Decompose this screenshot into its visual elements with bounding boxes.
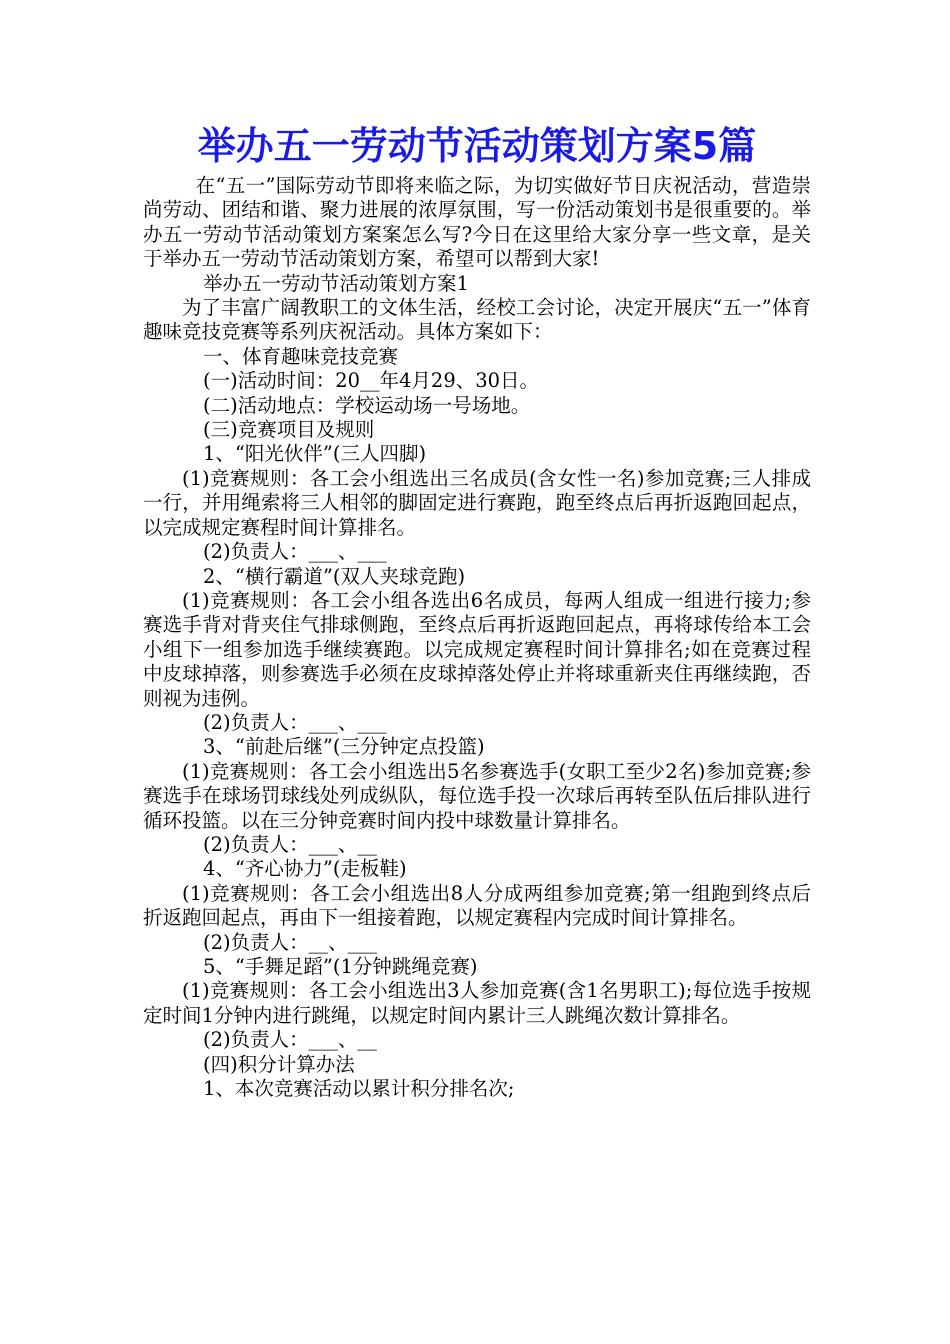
event-1-owner: (2)负责人：___、___ bbox=[203, 540, 387, 564]
event-5-title: 5、“手舞足蹈”(1分钟跳绳竞赛) bbox=[203, 955, 478, 978]
document-page bbox=[143, 118, 811, 1101]
event-3-owner: (2)负责人：___、__ bbox=[203, 832, 377, 856]
event-4-title: 4、“齐心协力”(走板鞋) bbox=[203, 857, 407, 881]
document-title: 举办五一劳动节活动策划方案5篇 bbox=[197, 124, 757, 168]
event-4-owner: (2)负责人：__、___ bbox=[203, 930, 377, 954]
event-3-title: 3、“前赴后继”(三分钟定点投篮) bbox=[203, 735, 485, 759]
event-3-rule: (1)竞赛规则：各工会小组选出5名参赛选手(女职工至少2名)参加竞赛;参赛选手在球场罚球线处列成纵队，每位选手投一次球后再转至队伍后排队进行循环投篮。以在三分钟竞赛时间内投中球数量计算排名。 bbox=[143, 759, 811, 832]
plan-subtitle: 举办五一劳动节活动策划方案1 bbox=[203, 271, 469, 295]
activity-place: (二)活动地点：学校运动场一号场地。 bbox=[203, 393, 531, 417]
event-1-rule: (1)竞赛规则：各工会小组选出三名成员(含女性一名)参加竞赛;三人排成一行，并用绳索将三人相邻的脚固定进行赛跑，跑至终点后再折返跑回起点，以完成规定赛程时间计算排名。 bbox=[143, 466, 811, 539]
event-5-rule: (1)竞赛规则：各工会小组选出3人参加竞赛(含1名男职工);每位选手按规定时间1分钟内进行跳绳，以规定时间内累计三人跳绳次数计算排名。 bbox=[143, 979, 811, 1027]
event-5-owner: (2)负责人：___、__ bbox=[203, 1028, 377, 1052]
events-heading: (三)竞赛项目及规则 bbox=[203, 418, 375, 442]
scoring-rule-1: 1、本次竞赛活动以累计积分排名次; bbox=[203, 1077, 515, 1101]
scoring-heading: (四)积分计算办法 bbox=[203, 1052, 355, 1076]
event-1-title: 1、“阳光伙伴”(三人四脚) bbox=[203, 442, 427, 466]
event-2-owner: (2)负责人：___、___ bbox=[203, 710, 387, 734]
plan-intro-paragraph: 为了丰富广阔教职工的文体生活，经校工会讨论，决定开展庆“五一”体育趣味竞技竞赛等系列庆祝活动。具体方案如下： bbox=[143, 296, 811, 344]
event-2-rule: (1)竞赛规则：各工会小组各选出6名成员，每两人组成一组进行接力;参赛选手背对背夹住气排球侧跑，至终点后再折返跑回起点，再将球传给本工会小组下一组参加选手继续赛跑。以完成规定赛程时间计算排名;如在竞赛过程中皮球掉落，则参赛选手必须在皮球掉落处停止并将球重新夹住再继续跑，否则视为违例。 bbox=[143, 588, 811, 710]
event-4-rule: (1)竞赛规则：各工会小组选出8人分成两组参加竞赛;第一组跑到终点后折返跑回起点，再由下一组接着跑，以规定赛程内完成时间计算排名。 bbox=[143, 881, 811, 930]
activity-time: (一)活动时间：20__年4月29、30日。 bbox=[203, 369, 540, 393]
event-2-title: 2、“横行霸道”(双人夹球竞跑) bbox=[203, 564, 466, 588]
intro-paragraph: 在“五一”国际劳动节即将来临之际，为切实做好节日庆祝活动，营造崇尚劳动、团结和谐、聚力进展的浓厚氛围，写一份活动策划书是很重要的。举办五一劳动节活动策划方案案怎么写?今日在这里给大家分享一些文章，是关于举办五一劳动节活动策划方案，希望可以帮到大家! bbox=[143, 174, 811, 271]
section-heading: 一、体育趣味竞技竞赛 bbox=[203, 344, 399, 368]
